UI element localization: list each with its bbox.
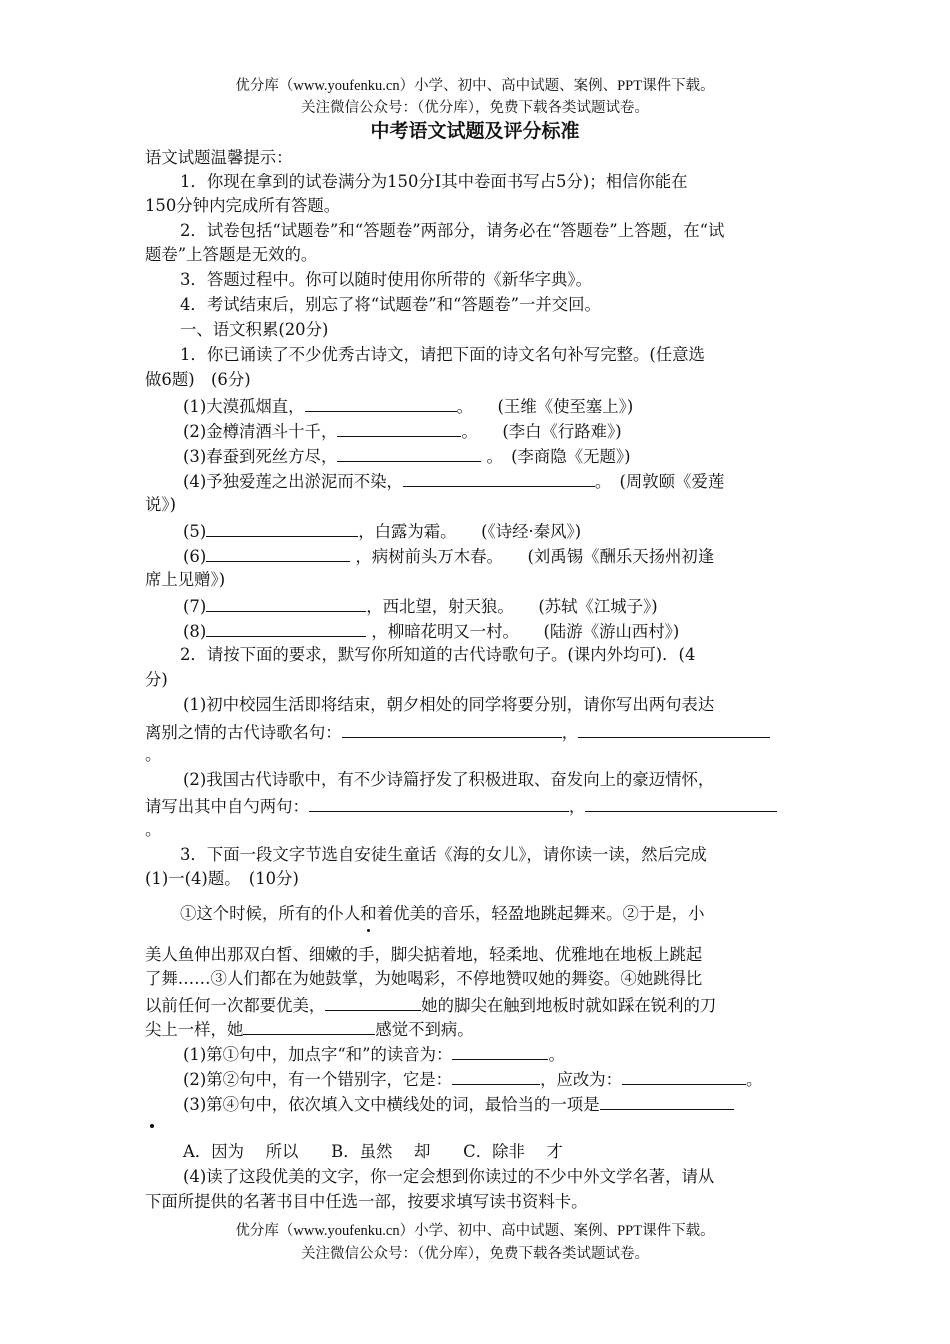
q1-item-8-suffix: ，柳暗花明又一村。 (陆游《游山西村》) <box>366 622 680 641</box>
q1-item-4-prefix: (4)予独爱莲之出淤泥而不染， <box>183 472 403 491</box>
passage-line-1-b: 着优美的音乐，轻盈地跳起舞来。②于是，小 <box>376 904 705 923</box>
passage-line-5-a: 尖上一样，她 <box>145 1020 244 1039</box>
q3-sub-1 <box>183 1041 565 1067</box>
header-line-2: 关注微信公众号：（优分库），免费下载各类试题试卷。 <box>301 100 649 116</box>
q1-item-3 <box>183 443 630 469</box>
tips-heading: 语文试题温馨提示： <box>145 148 293 167</box>
q3-sub-3-prompt: (3)第④句中，依次填入文中横线处的词，最恰当的一项是 <box>183 1095 600 1114</box>
q2-part-2-blank-2[interactable] <box>585 793 777 812</box>
q3-sub-4-line-2: 下面所提供的名著书目中任选一部，按要求填写读书资料卡。 <box>145 1192 588 1211</box>
passage-line-4 <box>145 992 716 1018</box>
q1-item-5-answer-blank[interactable] <box>206 518 358 537</box>
passage-line-1 <box>180 902 705 926</box>
emphasis-dot <box>150 1124 154 1128</box>
q1-item-6-suffix: ，病树前头万木春。 (刘禹锡《酬乐天扬州初逢 <box>350 547 715 566</box>
q1-item-5-suffix: ，白露为霜。 (《诗经·秦风》) <box>358 522 582 541</box>
q2-part-1-end: 。 <box>145 745 162 764</box>
q1-stem-line-1: 1．你已诵读了不少优秀古诗文，请把下面的诗文名句补写完整。(任意选 <box>180 345 705 364</box>
q1-item-1-answer-blank[interactable] <box>305 393 457 412</box>
q1-item-2 <box>183 418 622 444</box>
q1-item-6-answer-blank[interactable] <box>206 543 350 562</box>
q3-sub-2 <box>183 1066 762 1092</box>
q1-item-6-wrap: 席上见赠》) <box>145 570 226 589</box>
q3-sub-3-options: A．因为 所以 B．虽然 却 C．除非 才 <box>183 1142 563 1161</box>
q2-part-2-blank-1[interactable] <box>309 793 569 812</box>
passage-blank-1[interactable] <box>325 992 421 1011</box>
q3-sub-2-mid: ，应改为： <box>540 1070 623 1089</box>
q1-item-3-answer-blank[interactable] <box>337 443 481 462</box>
q1-item-6 <box>183 543 714 569</box>
q3-sub-3-blank[interactable] <box>600 1091 734 1110</box>
tip-1-line-2: 150分钟内完成所有答题。 <box>145 196 341 215</box>
passage-line-5-b: 感觉不到病。 <box>375 1020 474 1039</box>
tip-2-line-1: 2．试卷包括“试题卷”和“答题卷”两部分，请务必在“答题卷”上答题，在“试 <box>180 221 725 240</box>
q2-part-1-line-1: (1)初中校园生活即将结束，朝夕相处的同学将要分别，请你写出两句表达 <box>183 695 715 714</box>
q2-part-1-blank-2[interactable] <box>578 719 770 738</box>
emphasized-char-he: 和 <box>360 904 377 923</box>
passage-line-4-b: 她的脚尖在触到地板时就如踩在锐利的刀 <box>421 996 717 1015</box>
q1-stem-line-2: 做6题) (6分) <box>145 370 251 389</box>
footer-line-1: 优分库（www.youfenku.cn）小学、初中、高中试题、案例、PPT课件下载。 <box>235 1223 715 1239</box>
q1-item-8-prefix: (8) <box>183 622 207 641</box>
passage-line-5 <box>145 1016 474 1042</box>
q1-item-4-answer-blank[interactable] <box>403 468 595 487</box>
q1-item-8-answer-blank[interactable] <box>206 618 366 637</box>
passage-line-1-a: ①这个时候，所有的仆人 <box>180 904 361 923</box>
q3-sub-1-end: 。 <box>548 1045 565 1064</box>
q1-item-5-prefix: (5) <box>183 522 207 541</box>
q2-part-2-end: 。 <box>145 820 162 839</box>
q1-item-4-suffix: 。 (周敦颐《爱莲 <box>594 472 725 491</box>
q3-sub-2-blank-1[interactable] <box>452 1066 540 1085</box>
q1-item-3-suffix: 。 (李商隐《无题》) <box>481 447 631 466</box>
q3-sub-2-prompt: (2)第②句中，有一个错别字，它是： <box>183 1070 453 1089</box>
q1-item-3-prefix: (3)春蚕到死丝方尽， <box>183 447 338 466</box>
tip-3: 3．答题过程中。你可以随时使用你所带的《新华字典》。 <box>180 270 592 289</box>
passage-line-3: 了舞……③人们都在为她鼓掌，为她喝彩，不停地赞叹她的舞姿。④她跳得比 <box>145 969 703 988</box>
tip-1-line-1: 1．你现在拿到的试卷满分为150分Ⅰ其中卷面书写占5分)；相信你能在 <box>180 172 688 191</box>
q1-item-2-suffix: 。 (李白《行路难》) <box>461 422 622 441</box>
q3-sub-1-prompt: (1)第①句中，加点字“和”的读音为： <box>183 1045 453 1064</box>
q3-sub-1-blank[interactable] <box>452 1041 548 1060</box>
q3-sub-2-end: 。 <box>746 1070 763 1089</box>
q2-stem-line-2: 分) <box>145 670 168 689</box>
q2-part-1-prompt: 离别之情的古代诗歌名句： <box>145 723 342 742</box>
q1-item-1-suffix: 。 (王维《使至塞上》) <box>456 397 634 416</box>
passage-line-4-a: 以前任何一次都要优美， <box>145 996 326 1015</box>
passage-blank-2[interactable] <box>243 1016 375 1035</box>
q3-stem-line-2: (1)一(4)题。 (10分) <box>145 869 299 888</box>
q2-part-1-comma: ， <box>561 723 579 742</box>
q1-item-2-prefix: (2)金樽清酒斗十千， <box>183 422 338 441</box>
q3-sub-3 <box>183 1091 734 1117</box>
q1-item-6-prefix: (6) <box>183 547 207 566</box>
page-title: 中考语文试题及评分标准 <box>370 120 580 142</box>
q1-item-2-answer-blank[interactable] <box>337 418 461 437</box>
q3-sub-4-line-1: (4)读了这段优美的文字，你一定会想到你读过的不少中外文学名著，请从 <box>183 1167 715 1186</box>
q1-item-7-prefix: (7) <box>183 597 207 616</box>
tip-4: 4．考试结束后，别忘了将“试题卷”和“答题卷”一并交回。 <box>180 295 601 314</box>
q1-item-4-wrap: 说》) <box>145 495 176 514</box>
q3-sub-2-blank-2[interactable] <box>622 1066 746 1085</box>
q2-part-2-line-1: (2)我国古代诗歌中，有不少诗篇抒发了积极进取、奋发向上的豪迈情怀， <box>183 770 715 789</box>
q1-item-7-suffix: ，西北望，射天狼。 (苏轼《江城子》) <box>366 597 658 616</box>
q1-item-1 <box>183 393 633 419</box>
q1-item-5 <box>183 518 581 544</box>
q2-part-2-prompt: 请写出其中自勺两句： <box>145 797 309 816</box>
q2-part-1-line-2 <box>145 719 770 745</box>
q2-stem-line-1: 2．请按下面的要求，默写你所知道的古代诗歌句子。(课内外均可)．(4 <box>180 645 696 664</box>
q1-item-8 <box>183 618 679 644</box>
q1-item-7-answer-blank[interactable] <box>206 593 366 612</box>
q1-item-4 <box>183 468 724 494</box>
q1-item-1-prefix: (1)大漠孤烟直， <box>183 397 305 416</box>
q2-part-2-comma: ， <box>568 797 586 816</box>
tip-2-line-2: 题卷”上答题是无效的。 <box>145 245 318 264</box>
section-1-heading: 一、语文积累(20分) <box>180 320 329 339</box>
q2-part-2-line-2 <box>145 793 777 819</box>
passage-line-2: 美人鱼伸出那双白皙、细嫩的手，脚尖掂着地，轻柔地、优雅地在地板上跳起 <box>145 945 703 964</box>
q1-item-7 <box>183 593 658 619</box>
header-line-1: 优分库（www.youfenku.cn）小学、初中、高中试题、案例、PPT课件下载。 <box>235 78 715 94</box>
footer-line-2: 关注微信公众号：（优分库），免费下载各类试题试卷。 <box>301 1246 649 1262</box>
q3-stem-line-1: 3．下面一段文字节选自安徒生童话《海的女儿》，请你读一读，然后完成 <box>180 845 707 864</box>
q2-part-1-blank-1[interactable] <box>342 719 562 738</box>
